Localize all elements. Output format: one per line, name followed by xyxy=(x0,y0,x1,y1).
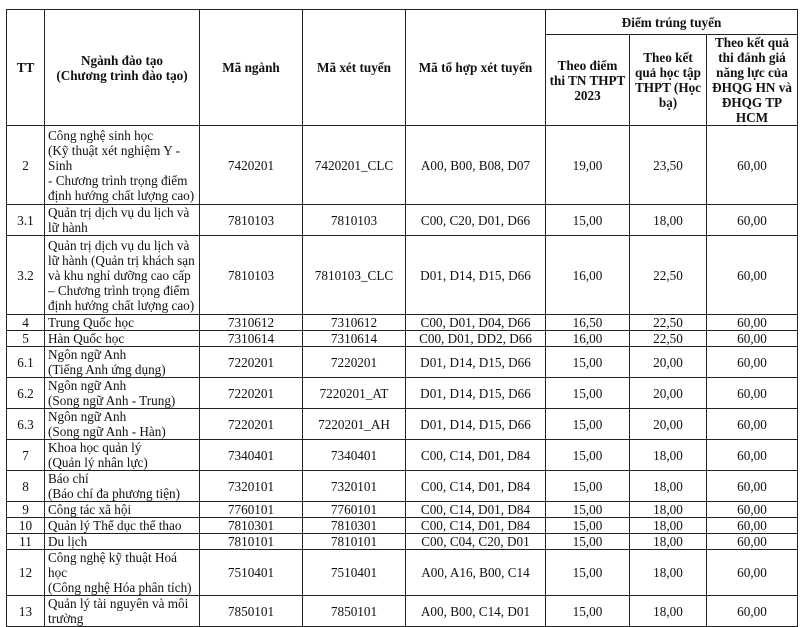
program-line: Công nghệ kỹ thuật Hoá học xyxy=(48,550,177,580)
header-scores-group: Điểm trúng tuyển xyxy=(546,10,798,35)
table-header xyxy=(7,10,798,126)
row-score-aptitude: 60,00 xyxy=(707,471,798,502)
header-score-aptitude: Theo kết quả thi đánh giá năng lực của ĐHQG HN và ĐHQG TP HCM xyxy=(707,35,798,126)
row-score-exam: 15,00 xyxy=(546,378,630,409)
row-score-transcript: 22,50 xyxy=(630,236,707,315)
row-admission-code: 7310614 xyxy=(303,331,406,347)
row-score-transcript: 18,00 xyxy=(630,502,707,518)
row-score-exam: 15,00 xyxy=(546,205,630,236)
row-admission-code: 7220201 xyxy=(303,347,406,378)
row-major-code: 7310612 xyxy=(200,315,303,331)
table-row xyxy=(7,518,798,534)
header-program-line1: Ngành đào tạo xyxy=(80,52,164,68)
program-line: Quản lý Thể dục thể thao xyxy=(48,518,182,533)
program-line: định hướng chất lượng cao) xyxy=(48,297,195,313)
admission-scores-table xyxy=(6,9,798,627)
program-line: định hướng chất lượng cao) xyxy=(48,187,195,203)
row-tt: 8 xyxy=(7,471,45,502)
table-row xyxy=(7,440,798,471)
row-major-code: 7220201 xyxy=(200,347,303,378)
row-score-aptitude: 60,00 xyxy=(707,440,798,471)
row-tt: 2 xyxy=(7,126,45,205)
program-line: – Chương trình trọng điểm xyxy=(48,282,190,298)
row-combination: C00, D01, D04, D66 xyxy=(406,315,546,331)
table-row xyxy=(7,378,798,409)
row-score-transcript: 18,00 xyxy=(630,440,707,471)
row-score-aptitude: 60,00 xyxy=(707,347,798,378)
row-major-code: 7220201 xyxy=(200,409,303,440)
table-row xyxy=(7,236,798,315)
row-combination: D01, D14, D15, D66 xyxy=(406,236,546,315)
row-program xyxy=(45,315,200,331)
row-program xyxy=(45,331,200,347)
row-combination: C00, C14, D01, D84 xyxy=(406,518,546,534)
table-row xyxy=(7,315,798,331)
row-combination: D01, D14, D15, D66 xyxy=(406,347,546,378)
table-row xyxy=(7,596,798,627)
row-admission-code: 7420201_CLC xyxy=(303,126,406,205)
row-program xyxy=(45,534,200,550)
row-score-transcript: 20,00 xyxy=(630,378,707,409)
program-line: trường xyxy=(48,611,84,626)
row-program xyxy=(45,596,200,627)
table-body xyxy=(7,126,798,627)
row-tt: 3.2 xyxy=(7,236,45,315)
row-major-code: 7810103 xyxy=(200,205,303,236)
row-program xyxy=(45,347,200,378)
row-tt: 11 xyxy=(7,534,45,550)
program-line: (Song ngữ Anh - Hàn) xyxy=(48,424,166,439)
row-score-exam: 15,00 xyxy=(546,550,630,596)
program-line: Trung Quốc học xyxy=(48,315,134,330)
row-score-exam: 16,00 xyxy=(546,331,630,347)
row-program xyxy=(45,378,200,409)
row-score-exam: 19,00 xyxy=(546,126,630,205)
row-admission-code: 7310612 xyxy=(303,315,406,331)
table-row xyxy=(7,471,798,502)
row-combination: C00, C14, D01, D84 xyxy=(406,502,546,518)
row-score-exam: 16,00 xyxy=(546,236,630,315)
header-score-exam: Theo điểm thi TN THPT 2023 xyxy=(546,35,630,126)
table-row xyxy=(7,331,798,347)
row-major-code: 7510401 xyxy=(200,550,303,596)
row-score-transcript: 23,50 xyxy=(630,126,707,205)
header-admission-code: Mã xét tuyển xyxy=(303,10,406,126)
program-line: (Báo chí đa phương tiện) xyxy=(48,486,181,501)
program-line: Công nghệ sinh học xyxy=(48,127,154,143)
row-score-exam: 15,00 xyxy=(546,409,630,440)
row-tt: 13 xyxy=(7,596,45,627)
row-tt: 12 xyxy=(7,550,45,596)
row-score-aptitude: 60,00 xyxy=(707,550,798,596)
row-program xyxy=(45,205,200,236)
row-program xyxy=(45,550,200,596)
row-score-exam: 15,00 xyxy=(546,502,630,518)
row-admission-code: 7810103_CLC xyxy=(303,236,406,315)
row-score-transcript: 20,00 xyxy=(630,347,707,378)
row-major-code: 7810103 xyxy=(200,236,303,315)
table-row xyxy=(7,347,798,378)
program-line: Công tác xã hội xyxy=(48,502,132,517)
row-combination: A00, B00, B08, D07 xyxy=(406,126,546,205)
program-line: Ngôn ngữ Anh xyxy=(48,409,127,424)
program-line: Quản trị dịch vụ du lịch và xyxy=(48,205,190,220)
row-admission-code: 7220201_AT xyxy=(303,378,406,409)
row-program xyxy=(45,126,200,205)
program-line: Quản trị dịch vụ du lịch và xyxy=(48,237,190,253)
row-score-exam: 16,50 xyxy=(546,315,630,331)
row-score-aptitude: 60,00 xyxy=(707,502,798,518)
row-major-code: 7760101 xyxy=(200,502,303,518)
program-line: (Song ngữ Anh - Trung) xyxy=(48,393,176,408)
program-line: (Quản lý nhân lực) xyxy=(48,455,148,470)
row-score-exam: 15,00 xyxy=(546,347,630,378)
row-admission-code: 7340401 xyxy=(303,440,406,471)
row-major-code: 7320101 xyxy=(200,471,303,502)
program-line: (Tiếng Anh ứng dụng) xyxy=(48,362,166,377)
header-score-transcript: Theo kết quả học tập THPT (Học bạ) xyxy=(630,35,707,126)
row-score-aptitude: 60,00 xyxy=(707,596,798,627)
row-score-transcript: 18,00 xyxy=(630,205,707,236)
program-line: Du lịch xyxy=(48,534,88,549)
row-admission-code: 7320101 xyxy=(303,471,406,502)
row-score-transcript: 18,00 xyxy=(630,596,707,627)
row-combination: C00, D01, DD2, D66 xyxy=(406,331,546,347)
row-admission-code: 7510401 xyxy=(303,550,406,596)
program-line: Ngôn ngữ Anh xyxy=(48,347,127,362)
row-score-transcript: 22,50 xyxy=(630,331,707,347)
table-row xyxy=(7,502,798,518)
program-line: và khu nghỉ dưỡng cao cấp xyxy=(48,267,191,283)
row-tt: 10 xyxy=(7,518,45,534)
row-score-exam: 15,00 xyxy=(546,534,630,550)
row-score-transcript: 18,00 xyxy=(630,534,707,550)
row-score-aptitude: 60,00 xyxy=(707,126,798,205)
row-program xyxy=(45,236,200,315)
row-admission-code: 7810101 xyxy=(303,534,406,550)
program-line: - Chương trình trọng điểm xyxy=(48,172,188,188)
row-tt: 7 xyxy=(7,440,45,471)
row-program xyxy=(45,409,200,440)
row-combination: A00, A16, B00, C14 xyxy=(406,550,546,596)
row-score-exam: 15,00 xyxy=(546,440,630,471)
row-admission-code: 7850101 xyxy=(303,596,406,627)
row-score-exam: 15,00 xyxy=(546,518,630,534)
row-program xyxy=(45,518,200,534)
row-score-transcript: 18,00 xyxy=(630,518,707,534)
row-tt: 5 xyxy=(7,331,45,347)
row-combination: D01, D14, D15, D66 xyxy=(406,409,546,440)
table-row xyxy=(7,205,798,236)
row-score-transcript: 18,00 xyxy=(630,471,707,502)
row-major-code: 7310614 xyxy=(200,331,303,347)
row-score-aptitude: 60,00 xyxy=(707,409,798,440)
program-line: Ngôn ngữ Anh xyxy=(48,378,127,393)
row-program xyxy=(45,440,200,471)
row-major-code: 7850101 xyxy=(200,596,303,627)
table-row xyxy=(7,534,798,550)
row-major-code: 7340401 xyxy=(200,440,303,471)
row-score-aptitude: 60,00 xyxy=(707,534,798,550)
program-line: Khoa học quản lý xyxy=(48,440,142,455)
row-program xyxy=(45,471,200,502)
row-admission-code: 7760101 xyxy=(303,502,406,518)
row-combination: C00, C14, D01, D84 xyxy=(406,440,546,471)
row-tt: 9 xyxy=(7,502,45,518)
row-score-transcript: 22,50 xyxy=(630,315,707,331)
row-score-transcript: 18,00 xyxy=(630,550,707,596)
row-combination: A00, B00, C14, D01 xyxy=(406,596,546,627)
program-line: (Kỹ thuật xét nghiệm Y -Sinh xyxy=(48,142,180,173)
row-score-aptitude: 60,00 xyxy=(707,331,798,347)
row-score-aptitude: 60,00 xyxy=(707,315,798,331)
header-tt: TT xyxy=(7,10,45,126)
header-combination: Mã tổ hợp xét tuyển xyxy=(406,10,546,126)
row-tt: 6.1 xyxy=(7,347,45,378)
row-tt: 3.1 xyxy=(7,205,45,236)
program-line: lữ hành xyxy=(48,220,88,235)
row-score-aptitude: 60,00 xyxy=(707,236,798,315)
program-line: Quản lý tài nguyên và môi xyxy=(48,596,189,611)
row-score-aptitude: 60,00 xyxy=(707,205,798,236)
table-row xyxy=(7,126,798,205)
table-row xyxy=(7,550,798,596)
row-score-aptitude: 60,00 xyxy=(707,518,798,534)
row-score-aptitude: 60,00 xyxy=(707,378,798,409)
program-line: Hàn Quốc học xyxy=(48,331,125,346)
row-major-code: 7810301 xyxy=(200,518,303,534)
table-row xyxy=(7,409,798,440)
row-program xyxy=(45,502,200,518)
header-program-line2: (Chương trình đào tạo) xyxy=(56,67,188,83)
header-program xyxy=(45,10,200,126)
row-combination: C00, C14, D01, D84 xyxy=(406,471,546,502)
row-score-exam: 15,00 xyxy=(546,471,630,502)
row-admission-code: 7220201_AH xyxy=(303,409,406,440)
row-major-code: 7420201 xyxy=(200,126,303,205)
row-major-code: 7810101 xyxy=(200,534,303,550)
row-score-transcript: 20,00 xyxy=(630,409,707,440)
program-line: (Công nghệ Hóa phân tích) xyxy=(48,580,192,595)
row-tt: 6.2 xyxy=(7,378,45,409)
row-tt: 6.3 xyxy=(7,409,45,440)
row-admission-code: 7810301 xyxy=(303,518,406,534)
row-score-exam: 15,00 xyxy=(546,596,630,627)
row-combination: C00, C04, C20, D01 xyxy=(406,534,546,550)
header-major-code: Mã ngành xyxy=(200,10,303,126)
program-line: lữ hành (Quản trị khách sạn xyxy=(48,252,195,268)
row-admission-code: 7810103 xyxy=(303,205,406,236)
row-major-code: 7220201 xyxy=(200,378,303,409)
row-combination: D01, D14, D15, D66 xyxy=(406,378,546,409)
row-tt: 4 xyxy=(7,315,45,331)
program-line: Báo chí xyxy=(48,471,89,486)
row-combination: C00, C20, D01, D66 xyxy=(406,205,546,236)
